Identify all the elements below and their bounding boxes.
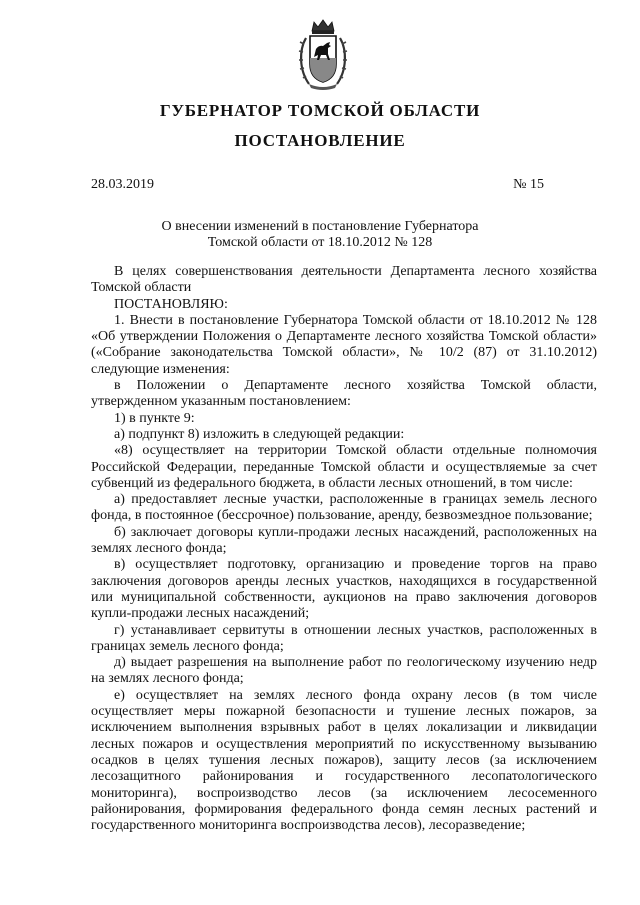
preamble-paragraph: В целях совершенствования деятельности Департамента лесного хозяйства Томской области bbox=[91, 264, 597, 296]
subclause-paragraph: д) выдает разрешения на выполнение работ по геологическому изучению недр на землях лесного фонда; bbox=[91, 655, 597, 687]
document-subject bbox=[0, 219, 640, 251]
body-paragraph: 1) в пункте 9: bbox=[114, 410, 195, 426]
subclause-paragraph: г) устанавливает сервитуты в отношении лесных участков, расположенных в границах земель лесного фонда; bbox=[91, 622, 597, 654]
subclause-paragraph: б) заключает договоры купли-продажи лесных насаждений, расположенных на землях лесного фонда; bbox=[91, 524, 597, 557]
document-date: 28.03.2019 bbox=[91, 177, 154, 192]
subject-line: Томской области от 18.10.2012 № 128 bbox=[207, 235, 433, 250]
document-body bbox=[91, 264, 597, 834]
subclause-paragraph: е) осуществляет на землях лесного фонда охрану лесов (в том числе осуществляет меры пожарной безопасности и тушение лесных пожаров, за исключением выполнения взрывных работ в целях локализации и ликвидации лесных пожаров и осуществления мероприятий по искусственному вызыванию осадков в целях тушения лесных пожаров), защиту лесов (за исключением лесозащитного районирования и государственного лесопатологического мониторинга), воспроизводство лесов (за исключением лесосеменного районирования, формирования федерального фонда семян лесных растений и государственного мониторинга воспроизводства лесов), лесоразведение; bbox=[91, 687, 597, 834]
subject-line: О внесении изменений в постановление Губернатора bbox=[161, 219, 479, 234]
body-paragraph: «8) осуществляет на территории Томской области отдельные полномочия Российской Федерации, переданные Томской области и осуществляемые за счет субвенций из федерального бюджета, в области лесных отношений, в том числе: bbox=[91, 443, 597, 491]
tomsk-coat-of-arms-icon bbox=[297, 18, 349, 92]
body-paragraph: в Положении о Департаменте лесного хозяйства Томской области, утвержденном указанным постановлением: bbox=[91, 378, 597, 410]
body-paragraph: а) подпункт 8) изложить в следующей редакции: bbox=[114, 426, 405, 442]
subclause-paragraph: а) предоставляет лесные участки, расположенные в границах земель лесного фонда, в постоянное (бессрочное) пользование, аренду, безвозмездное пользование; bbox=[91, 492, 597, 524]
document-type: ПОСТАНОВЛЕНИЕ bbox=[234, 131, 406, 150]
resolution-word: ПОСТАНОВЛЯЮ: bbox=[114, 296, 228, 312]
document-number: № 15 bbox=[513, 177, 544, 192]
issuer-title: ГУБЕРНАТОР ТОМСКОЙ ОБЛАСТИ bbox=[159, 101, 481, 120]
clause-1-paragraph: 1. Внести в постановление Губернатора Томской области от 18.10.2012 № 128 «Об утверждении Положения о Департаменте лесного хозяйства Томской области» («Собрание законодательства Томской области», № 10/2 (87) от 31.10.2012) следующие изменения: bbox=[91, 312, 597, 377]
subclause-paragraph: в) осуществляет подготовку, организацию и проведение торгов на право заключения договоров аренды лесных участков, находящихся в государственной или муниципальной собственности, аукционов на право заключения договоров купли-продажи лесных насаждений; bbox=[91, 557, 597, 622]
